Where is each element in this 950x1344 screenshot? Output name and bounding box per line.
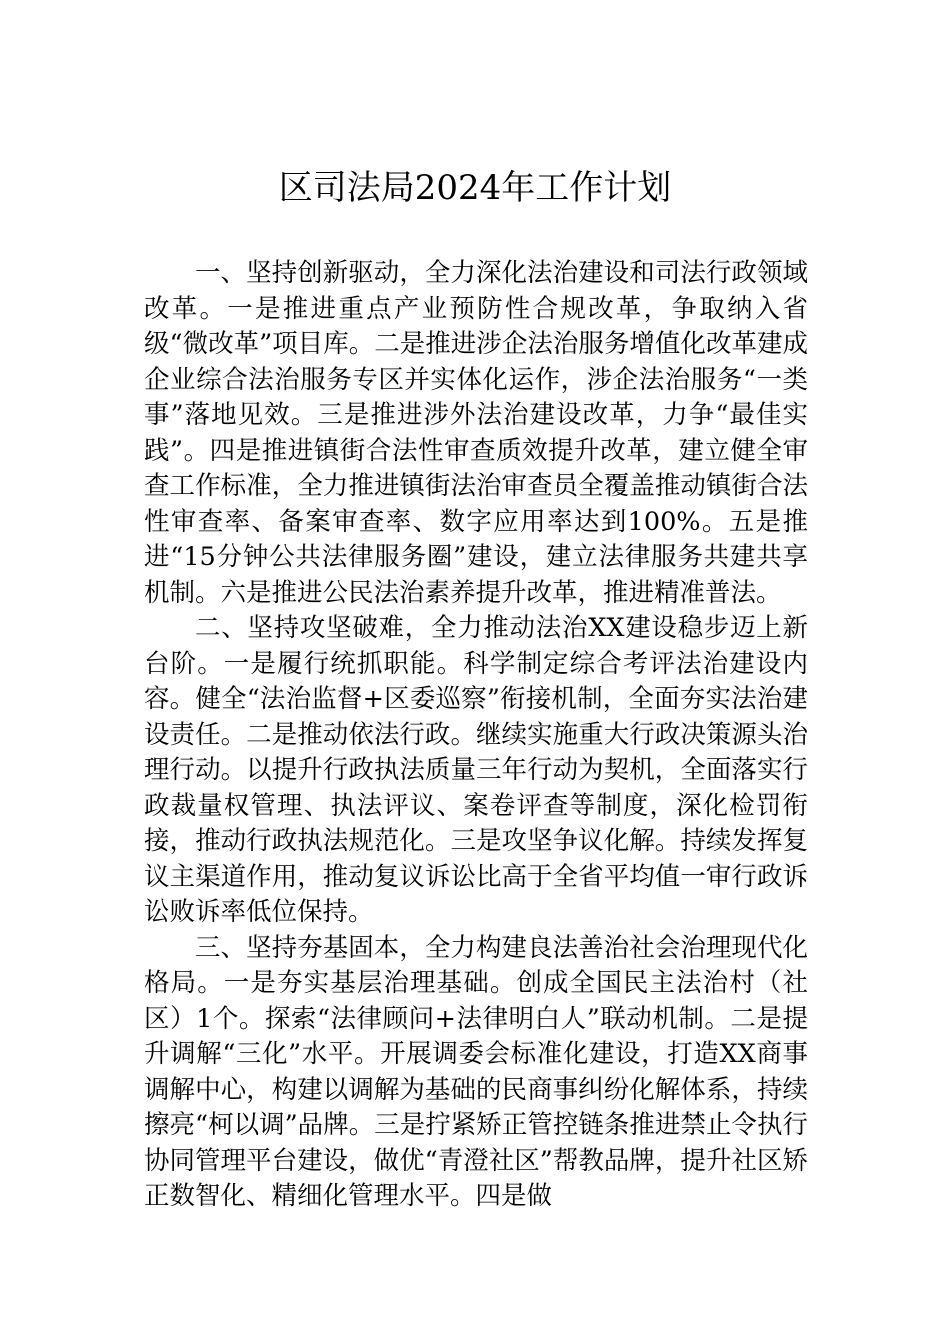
paragraph-1: 一、坚持创新驱动，全力深化法治建设和司法行政领域改革。一是推进重点产业预防性合规改革，争取纳入省级“微改革”项目库。二是推进涉企法治服务增值化改革建成企业综合法治服务专区并实体化运作，涉企法治服务“一类事”落地见效。三是推进涉外法治建设改革，力争“最佳实践”。四是推进镇街合法性审查质效提升改革，建立健全审查工作标准，全力推进镇街法治审查员全覆盖推动镇街合法性审查率、备案审查率、数字应用率达到100%。五是推进“15分钟公共法律服务圈”建设，建立法律服务共建共享机制。六是推进公民法治素养提升改革，推进精准普法。 — [144, 258, 808, 608]
paragraph-2: 二、坚持攻坚破难，全力推动法治XX建设稳步迈上新台阶。一是履行统抓职能。科学制定综合考评法治建设内容。健全“法治监督+区委巡察”衔接机制，全面夯实法治建设责任。二是推动依法行政。继续实施重大行政决策源头治理行动。以提升行政执法质量三年行动为契机，全面落实行政裁量权管理、执法评议、案卷评查等制度，深化检罚衔接，推动行政执法规范化。三是攻坚争议化解。持续发挥复议主渠道作用，推动复议诉讼比高于全省平均值一审行政诉讼败诉率低位保持。 — [144, 613, 808, 927]
document-body — [144, 256, 808, 1215]
document-title: 区司法局2024年工作计划 — [278, 168, 672, 208]
paragraph-3: 三、坚持夯基固本，全力构建良法善治社会治理现代化格局。一是夯实基层治理基础。创成全国民主法治村（社区）1个。探索“法律顾问+法律明白人”联动机制。二是提升调解“三化”水平。开展调委会标准化建设，打造XX商事调解中心，构建以调解为基础的民商事纠纷化解体系，持续擦亮“柯以调”品牌。三是拧紧矫正管控链条推进禁止令执行协同管理平台建设，做优“青澄社区”帮教品牌，提升社区矫正数智化、精细化管理水平。四是做 — [144, 932, 808, 1211]
